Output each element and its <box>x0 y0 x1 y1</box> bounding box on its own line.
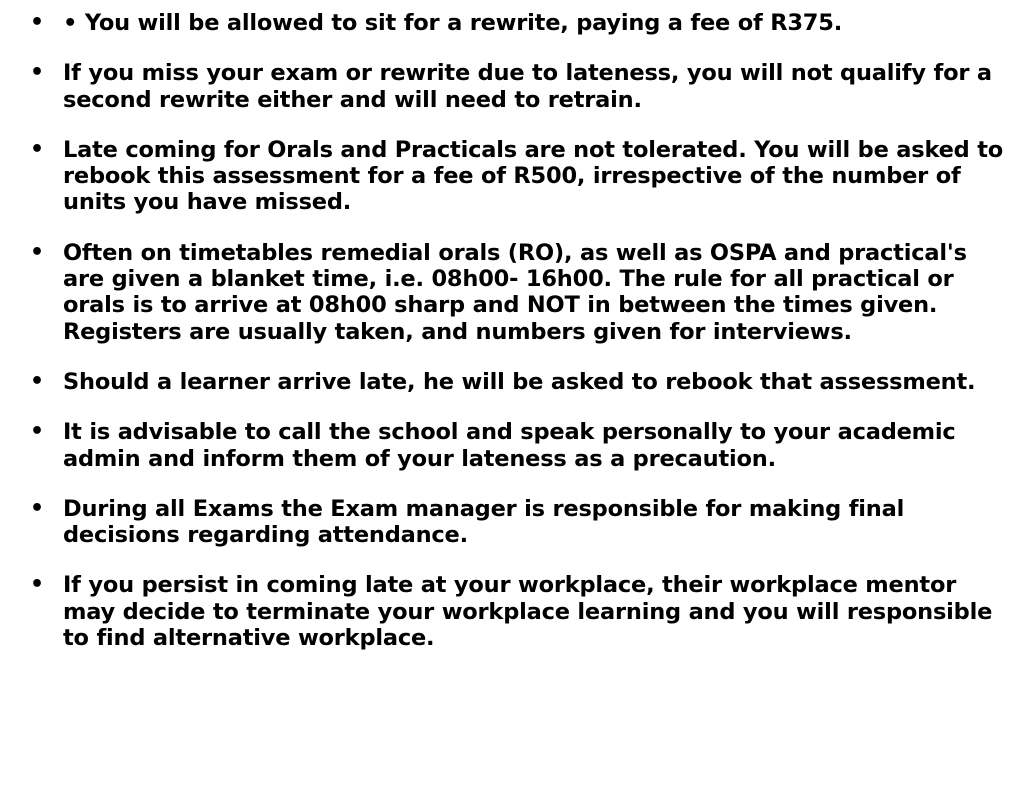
lateness-rules-list <box>30 10 1005 675</box>
bullet-icon: • <box>30 10 44 35</box>
list-item <box>30 419 1005 472</box>
bullet-icon: • <box>30 368 44 394</box>
list-item-text: It is advisable to call the school and speak personally to your academic admin and inform them of your lateness as a precaution. <box>63 419 956 472</box>
list-item <box>30 10 1005 36</box>
bullet-icon: • <box>30 60 44 86</box>
list-item <box>30 240 1005 345</box>
bullet-icon: • <box>30 419 44 445</box>
bullet-icon: • <box>30 495 44 521</box>
list-item-text: Often on timetables remedial orals (RO), as well as OSPA and practical's are given a blanket time, i.e. 08h00- 16h00. The rule for all practical or orals is to arrive at 08h00 sharp and NOT in between the times given. Registers are usually taken, and numbers given for interviews. <box>63 239 967 345</box>
list-item-text: During all Exams the Exam manager is responsible for making final decisions regarding attendance. <box>63 495 905 549</box>
list-item-text: Late coming for Orals and Practicals are not tolerated. You will be asked to rebook this assessment for a fee of R500, irrespective of the number of units you have missed. <box>63 136 1004 216</box>
list-item <box>30 572 1005 651</box>
list-item-text: If you persist in coming late at your workplace, their workplace mentor may decide to terminate your workplace learning and you will responsible to find alternative workplace. <box>63 572 993 652</box>
bullet-icon: • <box>30 136 44 162</box>
bullet-icon: • <box>30 572 44 598</box>
list-item-text: Should a learner arrive late, he will be asked to rebook that assessment. <box>63 368 976 395</box>
bullet-icon: • <box>30 239 44 265</box>
list-item <box>30 137 1005 216</box>
list-item-text: If you miss your exam or rewrite due to lateness, you will not qualify for a second rewrite either and will need to retrain. <box>63 60 992 113</box>
list-item <box>30 369 1005 395</box>
list-item-text: • You will be allowed to sit for a rewrite, paying a fee of R375. <box>63 10 843 36</box>
list-item <box>30 496 1005 549</box>
list-item <box>30 60 1005 113</box>
